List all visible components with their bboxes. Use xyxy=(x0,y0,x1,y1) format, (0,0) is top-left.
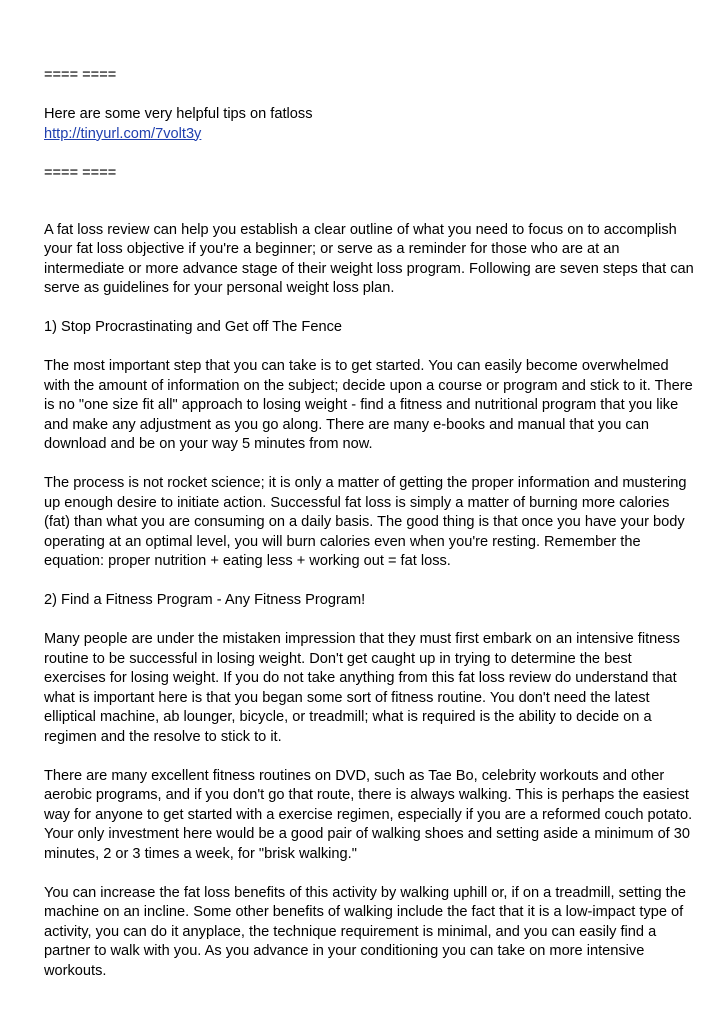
paragraph-intro: A fat loss review can help you establish a clear outline of what you need to focus on to accomplish your fat loss objective if you're a beginner; or serve as a reminder for those who are at an intermediate or more advance stage of their weight loss program. Following are seven steps that can serve as guidelines for your personal weight loss plan. xyxy=(44,221,694,296)
intro-line: Here are some very helpful tips on fatloss xyxy=(44,106,313,122)
tinyurl-link[interactable]: http://tinyurl.com/7volt3y xyxy=(44,125,202,142)
paragraph-step-1a: The most important step that you can take is to get started. You can easily become overwhelmed with the amount of information on the subject; decide upon a course or program and stick to it. There is no "one size fit all" approach to losing weight - find a fitness and nutritional program that you like and make any adjustment as you go along. There are many e-books and manual that you can download and be on your way 5 minutes from now. xyxy=(44,358,693,452)
paragraph-step-2c: You can increase the fat loss benefits of this activity by walking uphill or, if on a treadmill, setting the machine on an incline. Some other benefits of walking include the fact that it is a low-impact type of activity, you can do it anyplace, the technique requirement is minimal, and you can easily find a partner to walk with you. As you advance in your conditioning you can take on more intensive workouts. xyxy=(44,884,686,979)
paragraph-step-1b: The process is not rocket science; it is only a matter of getting the proper information and mustering up enough desire to initiate action. Successful fat loss is simply a matter of burning more calories (fat) than what you are consuming on a daily basis. The good thing is that once you have your body operating at an optimal level, you will burn calories even when you're resting. Remember the equation: proper nutrition + eating less + working out = fat loss. xyxy=(44,475,687,569)
heading-step-2: 2) Find a Fitness Program - Any Fitness Program! xyxy=(44,592,366,608)
document-body xyxy=(44,66,694,1001)
separator-top: ==== ==== xyxy=(44,67,117,83)
spacer xyxy=(44,203,694,221)
paragraph-step-2b: There are many excellent fitness routines on DVD, such as Tae Bo, celebrity workouts and other aerobic programs, and if you don't go that route, there is always walking. This is perhaps the easiest way for anyone to get started with a exercise regimen, especially if you are a reformed couch potato. Your only investment here would be a good pair of walking shoes and setting aside a minimum of 30 minutes, 2 or 3 times a week, for "brisk walking." xyxy=(44,767,693,862)
link-line xyxy=(44,125,694,145)
separator-bottom: ==== ==== xyxy=(44,164,117,181)
paragraph-step-2a: Many people are under the mistaken impression that they must first embark on an intensive fitness routine to be successful in losing weight. Don't get caught up in trying to determine the best exercises for losing weight. If you do not take anything from this fat loss review do understand that what is important here is that you began some sort of fitness routine. You don't need the latest elliptical machine, ab lounger, bicycle, or treadmill; what is required is the ability to decide on a regimen and the resolve to stick to it. xyxy=(44,631,680,745)
heading-step-1: 1) Stop Procrastinating and Get off The Fence xyxy=(44,319,342,335)
